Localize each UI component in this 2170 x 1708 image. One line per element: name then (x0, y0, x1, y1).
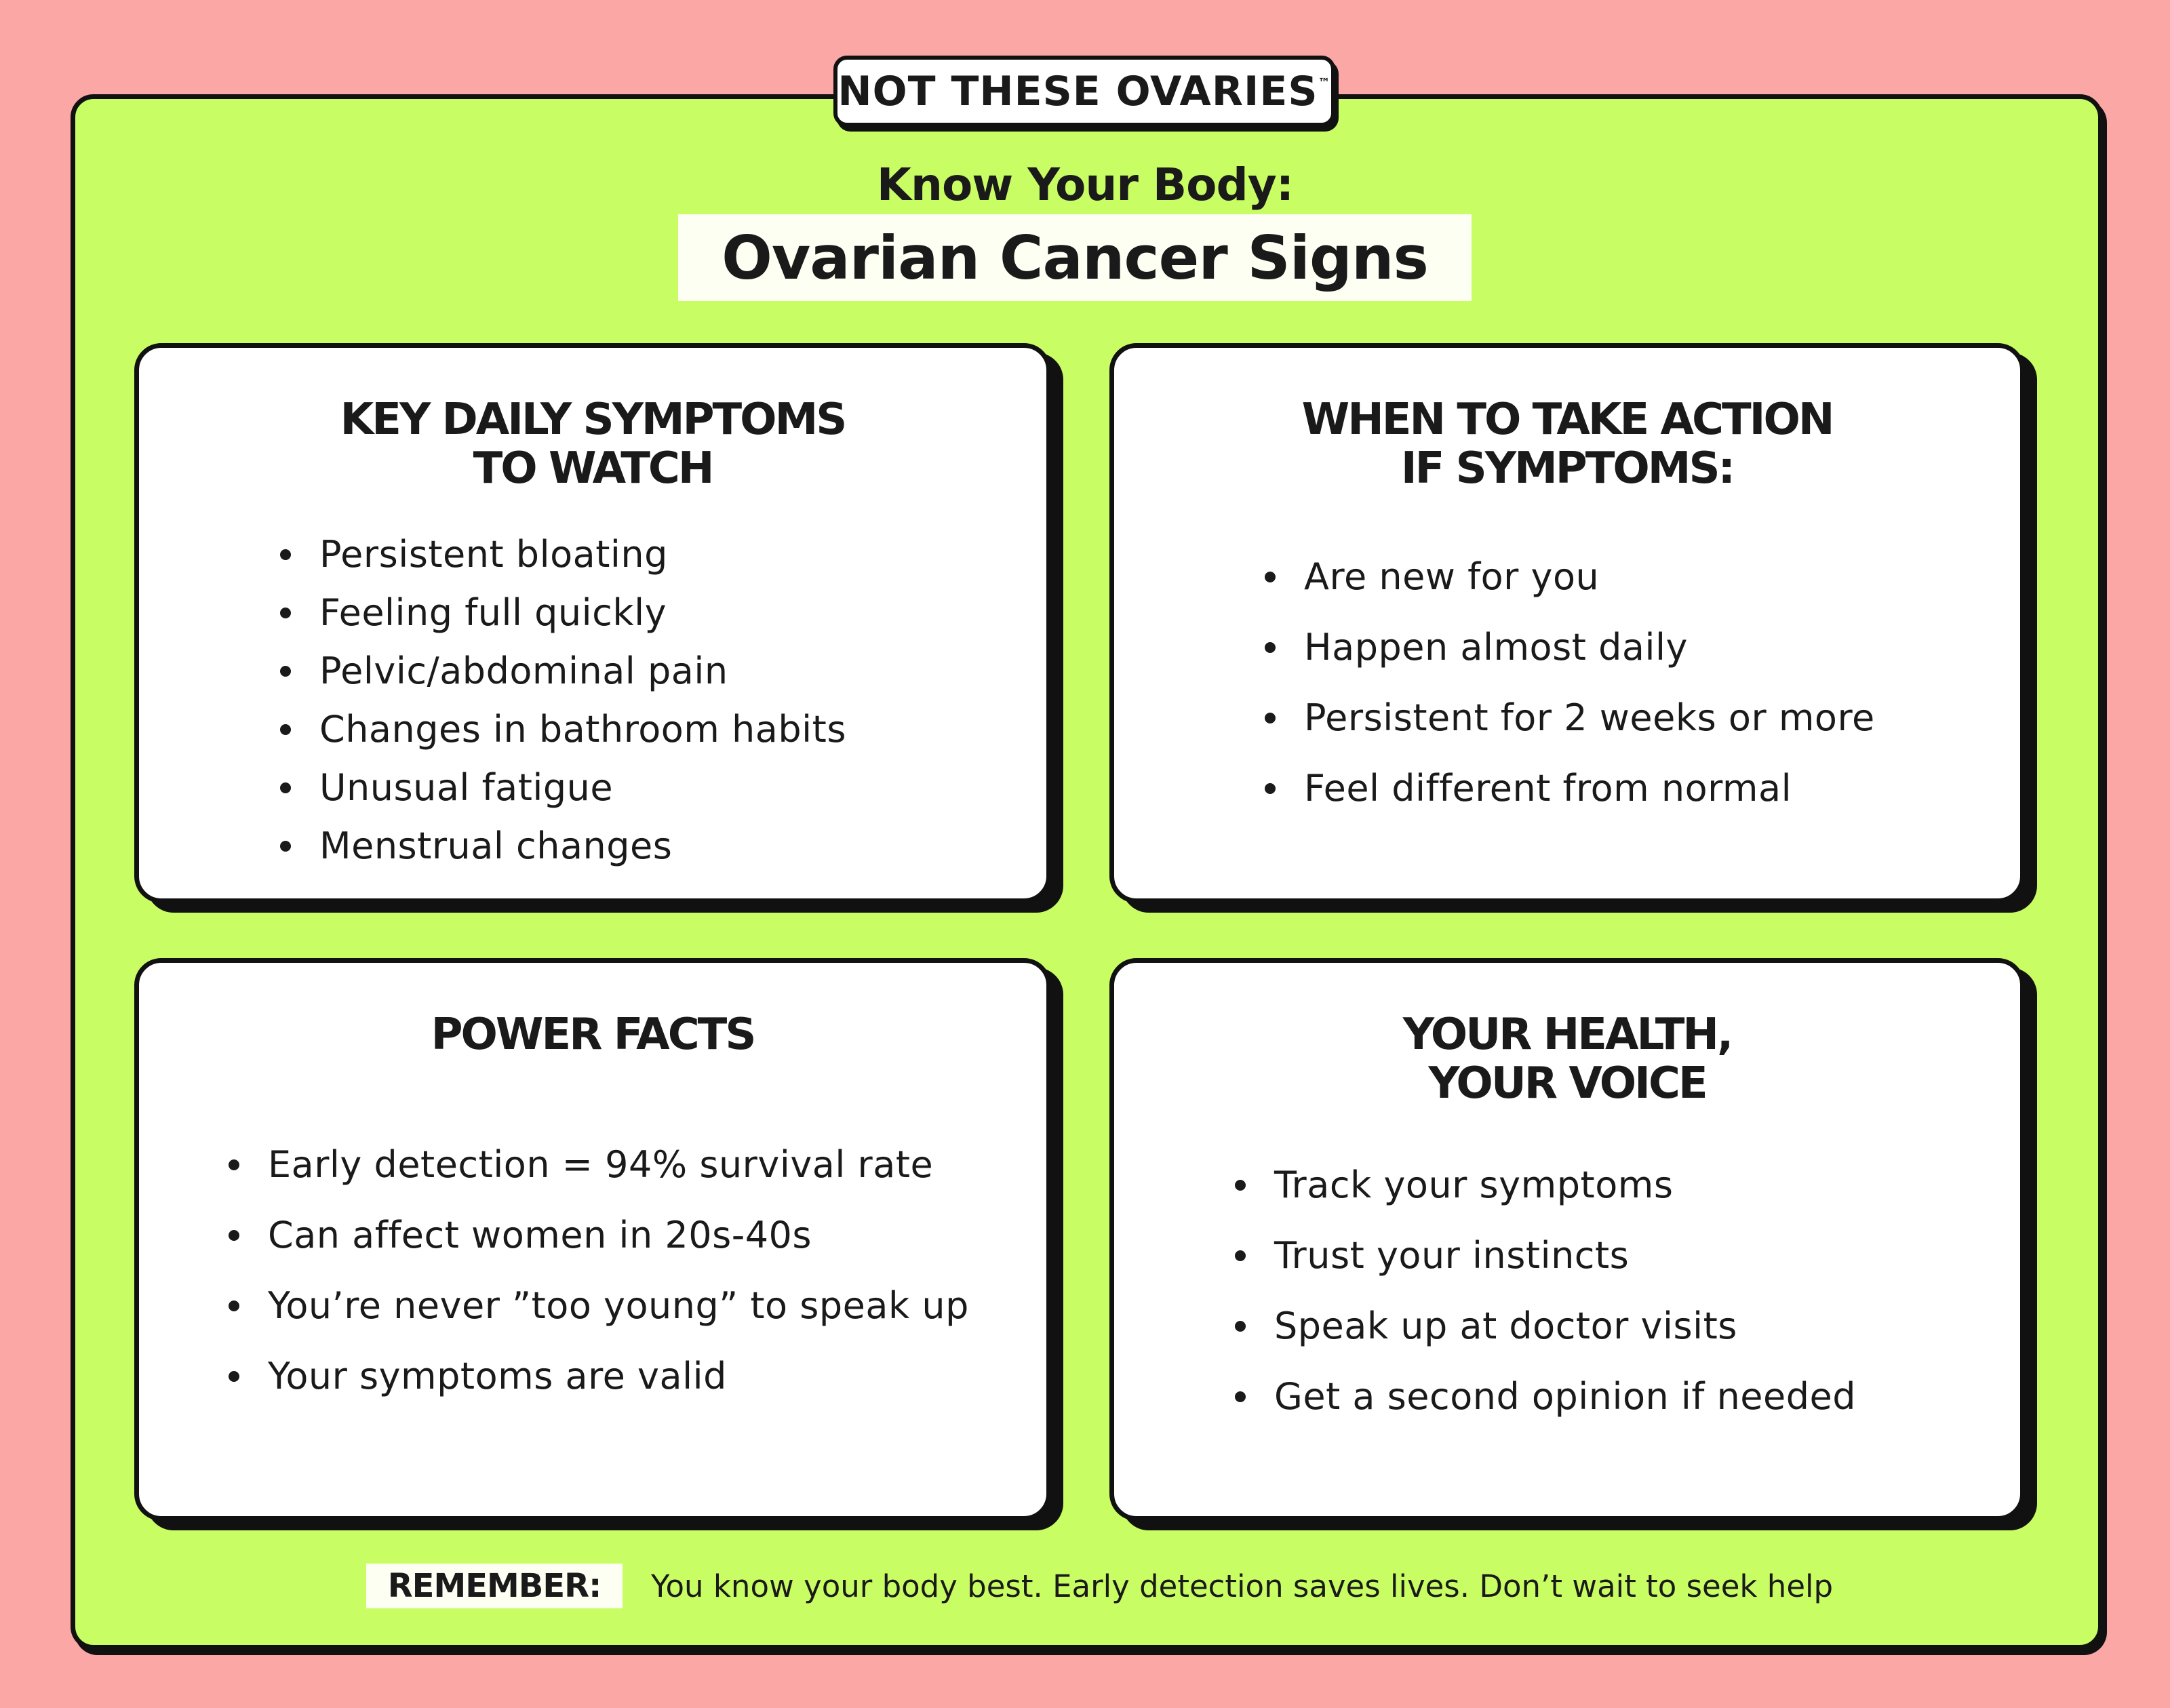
card-your-health-your-voice (1109, 958, 2025, 1521)
list-item: Your symptoms are valid (229, 1341, 969, 1412)
list-item: Menstrual changes (280, 817, 846, 875)
list-item: Feeling full quickly (280, 584, 846, 642)
card-heading (139, 1010, 1046, 1059)
list-item: Feel different from normal (1265, 753, 1875, 824)
list-item: Happen almost daily (1265, 612, 1875, 683)
voice-list (1235, 1150, 1856, 1432)
heading-line-2: TO WATCH (473, 443, 713, 494)
card-heading (1114, 1010, 2020, 1108)
list-item: Changes in bathroom habits (280, 700, 846, 759)
page-title (678, 214, 1472, 301)
list-item: Persistent for 2 weeks or more (1265, 683, 1875, 753)
heading-line-2: IF SYMPTOMS: (1400, 443, 1734, 494)
remember-message: You know your body best. Early detection saves lives. Don’t wait to seek help (651, 1568, 1834, 1604)
heading-line-1: KEY DAILY SYMPTOMS (340, 395, 846, 445)
symptom-list (280, 525, 846, 875)
page-title-text: Ovarian Cancer Signs (722, 222, 1428, 293)
card-heading (1114, 395, 2020, 493)
list-item: Speak up at doctor visits (1235, 1291, 1856, 1362)
facts-list (229, 1130, 969, 1412)
action-list (1265, 542, 1875, 824)
list-item: Unusual fatigue (280, 759, 846, 817)
trademark-mark: ™ (1318, 76, 1331, 90)
list-item: Track your symptoms (1235, 1150, 1856, 1220)
remember-label (366, 1564, 623, 1608)
list-item: Early detection = 94% survival rate (229, 1130, 969, 1200)
list-item: Pelvic/abdominal pain (280, 642, 846, 700)
brand-logo-text: NOT THESE OVARIES (837, 67, 1318, 115)
list-item: Are new for you (1265, 542, 1875, 612)
card-power-facts (134, 958, 1051, 1521)
brand-logo (833, 56, 1335, 127)
heading-line-1: YOUR HEALTH, (1402, 1010, 1732, 1060)
list-item: Get a second opinion if needed (1235, 1362, 1856, 1432)
remember-banner (366, 1564, 1833, 1608)
heading-line-2: YOUR VOICE (1428, 1058, 1706, 1109)
card-heading (139, 395, 1046, 493)
card-when-to-take-action (1109, 343, 2025, 903)
heading-line-1: WHEN TO TAKE ACTION (1301, 395, 1833, 445)
remember-label-text: REMEMBER: (387, 1567, 601, 1605)
list-item: You’re never ”too young” to speak up (229, 1271, 969, 1341)
page-subtitle: Know Your Body: (876, 159, 1294, 211)
list-item: Trust your instincts (1235, 1220, 1856, 1291)
list-item: Persistent bloating (280, 525, 846, 584)
list-item: Can affect women in 20s-40s (229, 1200, 969, 1271)
heading-line-1: POWER FACTS (431, 1010, 755, 1060)
card-key-daily-symptoms (134, 343, 1051, 903)
